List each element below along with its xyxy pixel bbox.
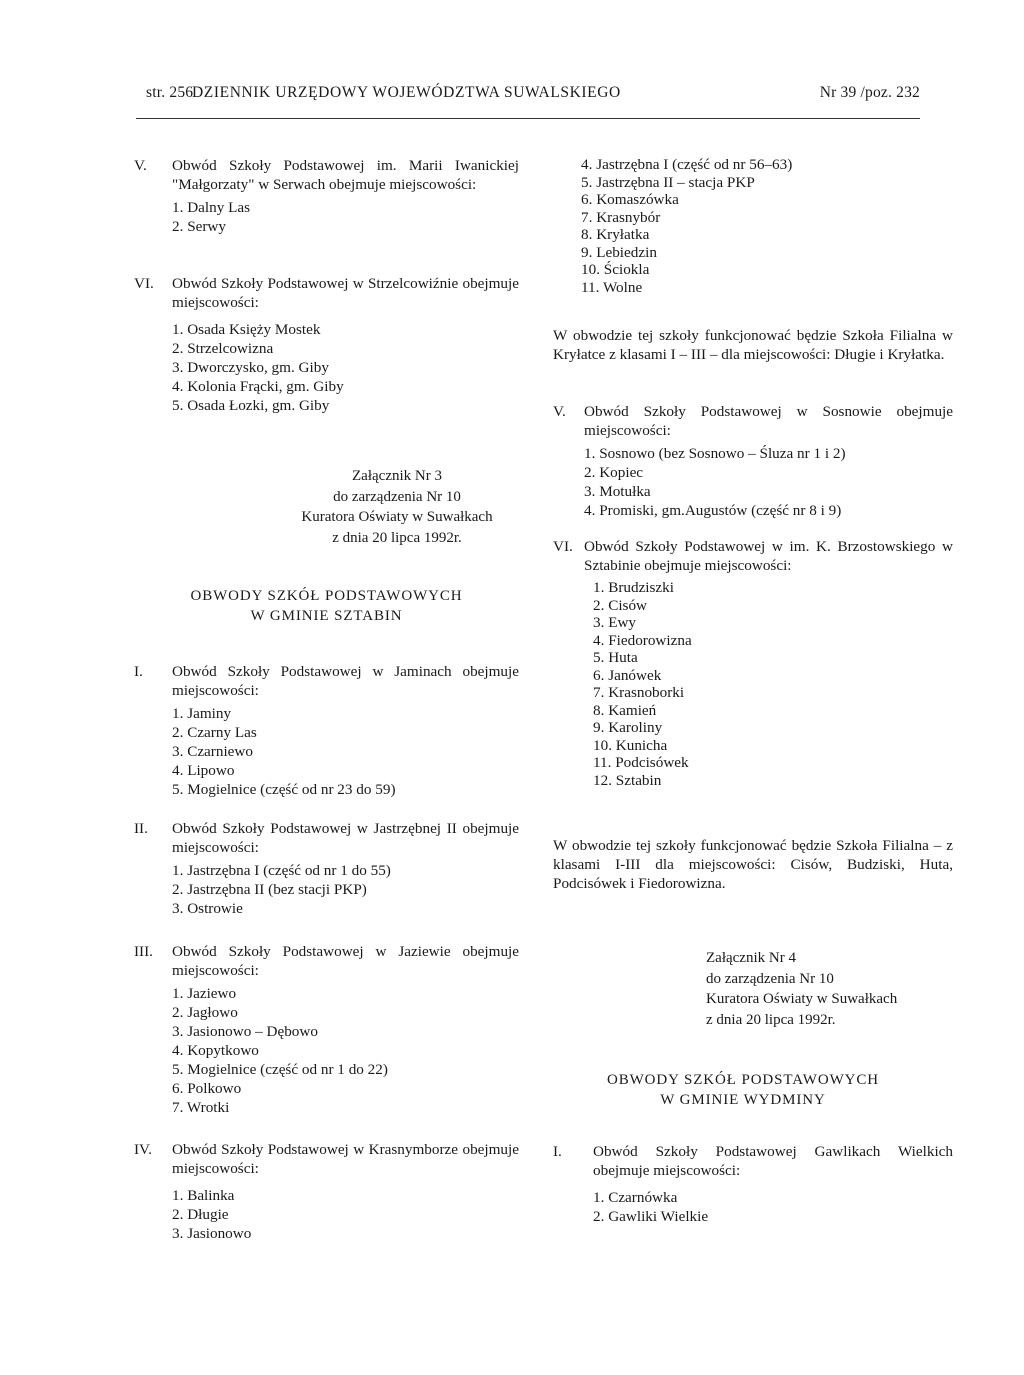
- section-left-v: [134, 156, 519, 236]
- list-item: 8. Kamień: [593, 701, 657, 719]
- list-item: 3. Czarniewo: [172, 743, 253, 760]
- list-item: 3. Ostrowie: [172, 900, 243, 917]
- list-item: 7. Wrotki: [172, 1099, 230, 1116]
- list-item: 7. Krasnybór: [581, 208, 661, 226]
- heading-line: W GMINIE WYDMINY: [660, 1092, 826, 1108]
- section-number: I.: [553, 1143, 562, 1160]
- list-item: 2. Długie: [172, 1206, 229, 1223]
- section-number: V.: [134, 157, 147, 174]
- list-item: 11. Wolne: [581, 278, 643, 296]
- locality-list: [172, 198, 519, 236]
- section-text: Obwód Szkoły Podstawowej Gawlikach Wielkich obejmuje miejscowości:: [593, 1143, 953, 1179]
- annex-3: [272, 466, 522, 548]
- list-item: 10. Ściokla: [581, 261, 650, 278]
- list-item: 2. Gawliki Wielkie: [593, 1208, 709, 1225]
- list-item: 6. Komaszówka: [581, 191, 679, 208]
- locality-list: [172, 1186, 519, 1243]
- section-number: III.: [134, 943, 153, 960]
- list-item: 1. Sosnowo (bez Sosnowo – Śluza nr 1 i 2): [584, 445, 846, 462]
- section-left-iv: [134, 1140, 519, 1243]
- list-item: 10. Kunicha: [593, 736, 668, 754]
- list-item: 11. Podcisówek: [593, 754, 689, 771]
- annex-line: do zarządzenia Nr 10: [333, 488, 461, 505]
- list-item: 2. Jagłowo: [172, 1004, 238, 1021]
- list-item: 4. Promiski, gm.Augustów (część nr 8 i 9): [584, 502, 842, 519]
- list-item: 2. Serwy: [172, 218, 226, 235]
- locality-list: [593, 1188, 953, 1226]
- annex-line: Kuratora Oświaty w Suwałkach: [301, 509, 493, 525]
- list-item: 3. Jasionowo – Dębowo: [172, 1023, 318, 1040]
- section-text: Obwód Szkoły Podstawowej im. Marii Iwanickiej "Małgorzaty" w Serwach obejmuje miejscowości:: [172, 157, 519, 193]
- heading-wydminy: [543, 1070, 943, 1110]
- list-item: 7. Krasnoborki: [593, 684, 685, 701]
- list-item: 3. Ewy: [593, 614, 637, 631]
- locality-list: [584, 444, 953, 520]
- section-right-vi: [553, 537, 953, 789]
- section-number: I.: [134, 663, 143, 680]
- list-item: 4. Kolonia Frącki, gm. Giby: [172, 378, 344, 395]
- list-item: 3. Motułka: [584, 483, 651, 500]
- list-item: 2. Jastrzębna II (bez stacji PKP): [172, 881, 367, 898]
- list-item: 1. Osada Księży Mostek: [172, 321, 321, 338]
- section-text: Obwód Szkoły Podstawowej w Jaminach obejmuje miejscowości:: [172, 663, 519, 699]
- list-item: 4. Jastrzębna I (część od nr 56–63): [581, 156, 793, 173]
- heading-sztabin: [134, 586, 519, 626]
- section-text: Obwód Szkoły Podstawowej w Jastrzębnej II obejmuje miejscowości:: [172, 820, 519, 856]
- section-left-iii: [134, 942, 519, 1117]
- locality-list-continued: [581, 156, 981, 296]
- list-item: 1. Balinka: [172, 1187, 235, 1204]
- section-left-ii: [134, 819, 519, 918]
- annex-line: Załącznik Nr 4: [706, 950, 796, 966]
- annex-line: z dnia 20 lipca 1992r.: [706, 1011, 836, 1028]
- heading-line: OBWODY SZKÓŁ PODSTAWOWYCH: [606, 1072, 880, 1088]
- section-left-vi: [134, 274, 519, 415]
- list-item: 3. Jasionowo: [172, 1225, 252, 1242]
- locality-list: [172, 320, 519, 415]
- list-item: 1. Czarnówka: [593, 1189, 678, 1206]
- list-item: 12. Sztabin: [593, 771, 662, 789]
- list-item: 1. Brudziszki: [593, 579, 674, 596]
- filial-school-note-2: W obwodzie tej szkoły funkcjonować będzie Szkoła Filialna – z klasami I-III dla miejscowości: Cisów, Budziski, Huta, Podcisówek i Fiedorowizna.: [553, 837, 953, 892]
- section-number: VI.: [553, 538, 573, 555]
- list-item: 8. Kryłatka: [581, 226, 650, 243]
- section-text: Obwód Szkoły Podstawowej w im. K. Brzostowskiego w Sztabinie obejmuje miejscowości:: [584, 538, 953, 574]
- section-text: Obwód Szkoły Podstawowej w Jaziewie obejmuje miejscowości:: [172, 943, 519, 979]
- list-item: 5. Mogielnice (część od nr 23 do 59): [172, 781, 396, 798]
- section-text: Obwód Szkoły Podstawowej w Krasnymborze obejmuje miejscowości:: [172, 1141, 519, 1177]
- header-rule: [136, 118, 920, 119]
- list-item: 5. Osada Łozki, gm. Giby: [172, 397, 330, 414]
- annex-4: [706, 948, 956, 1030]
- locality-list: [172, 984, 519, 1117]
- page-number: str. 256: [146, 84, 194, 101]
- list-item: 4. Fiedorowizna: [593, 631, 692, 649]
- section-right-v: [553, 402, 953, 520]
- list-item: 2. Cisów: [593, 596, 648, 614]
- section-right-i: [553, 1142, 953, 1226]
- heading-line: W GMINIE SZTABIN: [250, 608, 403, 624]
- section-left-i: [134, 662, 519, 799]
- list-item: 1. Jastrzębna I (część od nr 1 do 55): [172, 862, 391, 879]
- list-item: 2. Kopiec: [584, 464, 644, 481]
- annex-line: z dnia 20 lipca 1992r.: [332, 529, 462, 546]
- filial-school-note-1: W obwodzie tej szkoły funkcjonować będzie Szkoła Filialna w Kryłatce z klasami I – III – dla miejscowości: Długie i Kryłatka.: [553, 327, 953, 363]
- list-item: 1. Dalny Las: [172, 199, 251, 216]
- list-item: 5. Jastrzębna II – stacja PKP: [581, 173, 755, 191]
- section-text: Obwód Szkoły Podstawowej w Sosnowie obejmuje miejscowości:: [584, 403, 953, 439]
- annex-line: Załącznik Nr 3: [352, 468, 442, 484]
- page-header: [146, 84, 920, 106]
- list-item: 3. Dworczysko, gm. Giby: [172, 359, 329, 376]
- heading-line: OBWODY SZKÓŁ PODSTAWOWYCH: [190, 588, 463, 604]
- list-item: 5. Mogielnice (część od nr 1 do 22): [172, 1061, 388, 1078]
- list-item: 2. Czarny Las: [172, 724, 257, 741]
- section-number: VI.: [134, 275, 154, 292]
- journal-title: DZIENNIK URZĘDOWY WOJEWÓDZTWA SUWALSKIEGO: [192, 84, 621, 101]
- issue-number: Nr 39 /poz. 232: [819, 84, 920, 101]
- annex-line: do zarządzenia Nr 10: [706, 970, 834, 987]
- list-item: 9. Lebiedzin: [581, 243, 657, 261]
- locality-list: [172, 704, 519, 799]
- list-item: 2. Strzelcowizna: [172, 340, 274, 357]
- list-item: 1. Jaminy: [172, 705, 232, 722]
- list-item: 9. Karoliny: [593, 719, 663, 736]
- list-item: 1. Jaziewo: [172, 985, 237, 1002]
- locality-list: [593, 579, 953, 789]
- list-item: 5. Huta: [593, 649, 638, 666]
- section-number: II.: [134, 820, 148, 837]
- section-text: Obwód Szkoły Podstawowej w Strzelcowiźnie obejmuje miejscowości:: [172, 275, 519, 311]
- annex-line: Kuratora Oświaty w Suwałkach: [706, 991, 898, 1007]
- section-number: IV.: [134, 1141, 152, 1158]
- list-item: 4. Lipowo: [172, 762, 235, 779]
- list-item: 4. Kopytkowo: [172, 1042, 259, 1059]
- list-item: 6. Polkowo: [172, 1080, 242, 1097]
- section-number: V.: [553, 403, 566, 420]
- locality-list: [172, 861, 519, 918]
- list-item: 6. Janówek: [593, 666, 662, 684]
